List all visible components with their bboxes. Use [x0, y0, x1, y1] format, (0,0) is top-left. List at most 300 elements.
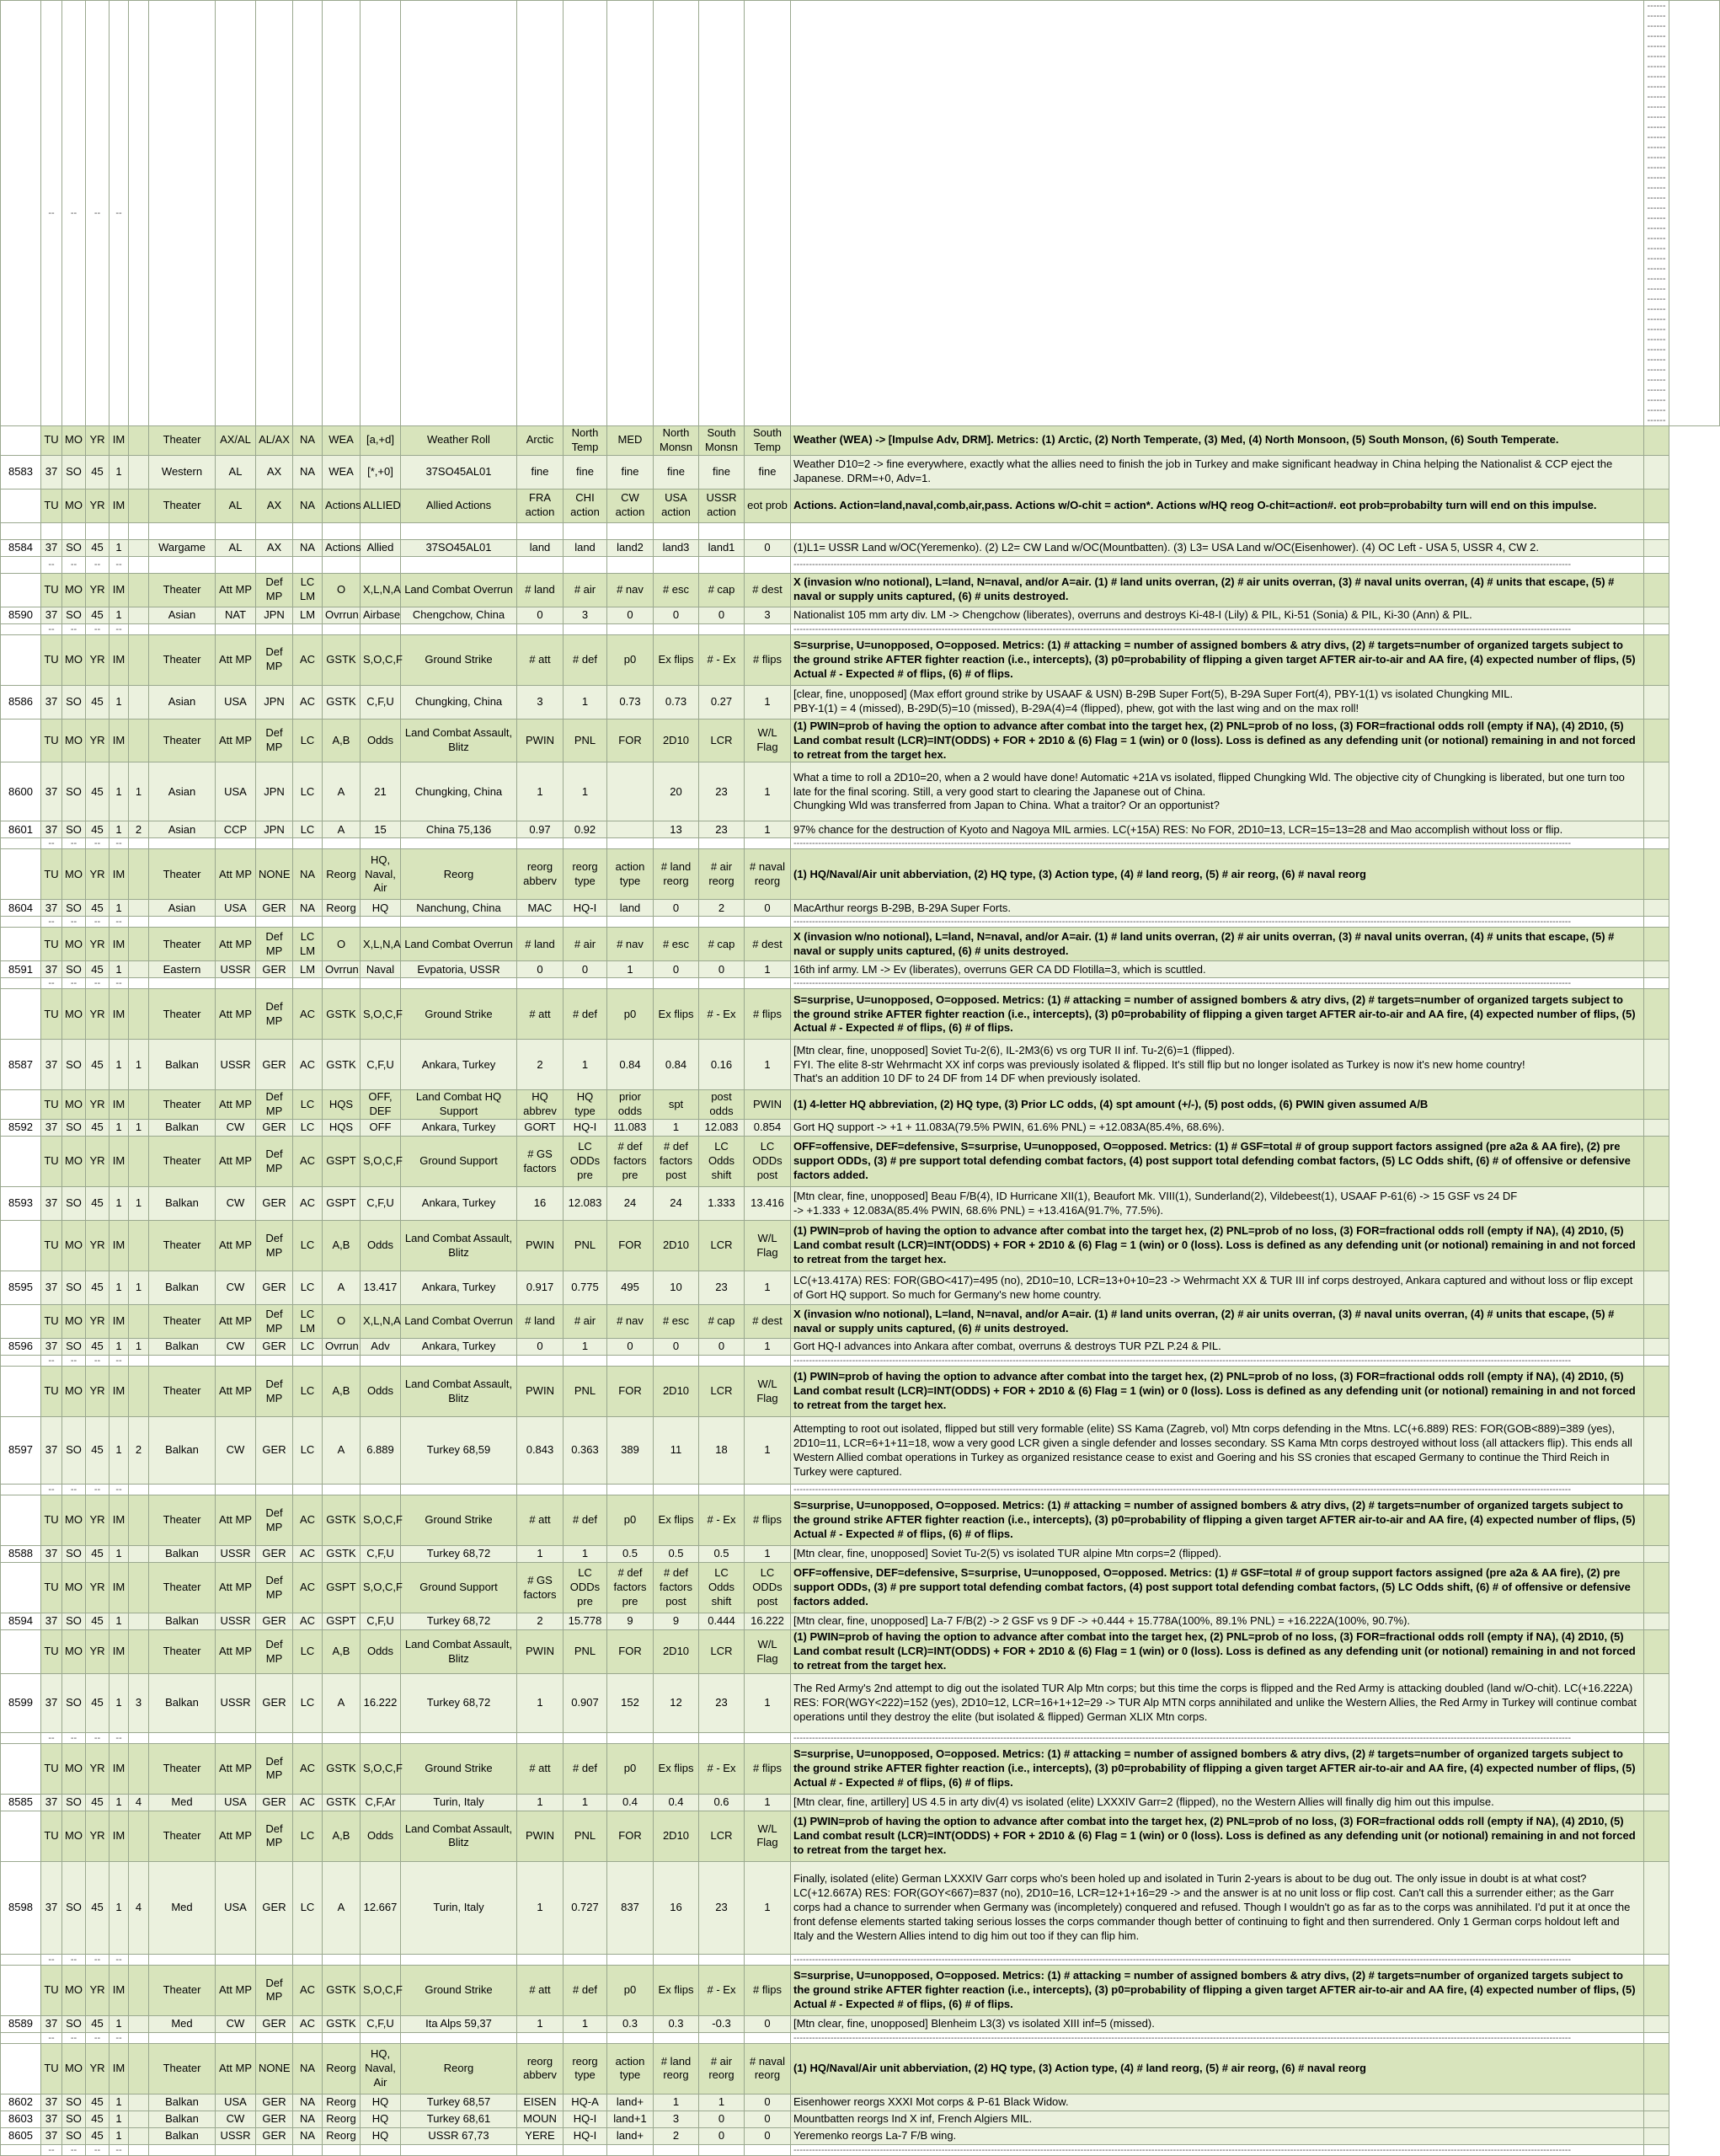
cell[interactable]: GSPT [323, 1187, 361, 1221]
cell[interactable]: 1 [129, 1040, 149, 1090]
cell[interactable]: Def MP [256, 1811, 293, 1861]
cell[interactable]: LC LM [293, 928, 323, 961]
cell[interactable]: Reorg [323, 849, 361, 900]
cell[interactable] [1, 556, 41, 573]
cell[interactable] [1644, 1090, 1669, 1120]
cell[interactable]: LC ODDs pre [564, 1563, 607, 1613]
cell[interactable]: Def MP [256, 1563, 293, 1613]
cell[interactable]: LM [293, 961, 323, 978]
cell[interactable] [129, 1954, 149, 1965]
cell[interactable]: MED [607, 426, 654, 456]
cell[interactable]: Land Combat Overrun [401, 1305, 517, 1339]
cell[interactable]: 0.775 [564, 1271, 607, 1305]
cell[interactable]: 45 [86, 1613, 110, 1630]
cell[interactable]: ------------------------------------------------------------------------------------------------------------------------------------------------------------------------------------------------------------------------------------------------------------ [791, 1356, 1644, 1367]
cell[interactable]: (1) PWIN=prob of having the option to advance after combat into the target hex, (2) PNL=prob of no loss, (3) FOR=fractional odds roll (empty if NA), (4) 2D10, (5) Land combat result (LCR)=INT(ODDS) + FOR + 2D10 & (6) Flag = 1 (win) or 0 (loss). Loss is defined as any defending unit (or notional) remaining in and not forced to retreat from the target hex. [791, 1367, 1644, 1417]
cell[interactable]: Ita Alps 59,37 [401, 2015, 517, 2032]
cell[interactable] [129, 917, 149, 928]
cell[interactable] [129, 1485, 149, 1495]
cell[interactable]: S,O,C,F [361, 1563, 401, 1613]
cell[interactable]: GER [256, 1546, 293, 1563]
cell[interactable] [564, 1954, 607, 1965]
cell[interactable] [129, 573, 149, 607]
cell[interactable]: 1 [745, 1673, 791, 1732]
cell[interactable] [216, 1485, 256, 1495]
cell[interactable]: GER [256, 2094, 293, 2111]
cell[interactable]: Theater [149, 1743, 216, 1794]
cell[interactable]: TU [41, 1965, 62, 2015]
cell[interactable]: 1 [110, 1613, 129, 1630]
cell[interactable]: MO [62, 1221, 86, 1271]
cell[interactable]: YERE [517, 2127, 564, 2144]
cell[interactable]: Theater [149, 1137, 216, 1187]
cell[interactable]: 0.727 [564, 1861, 607, 1954]
cell[interactable] [129, 522, 149, 539]
cell[interactable]: CW [216, 2111, 256, 2127]
cell[interactable]: 45 [86, 455, 110, 489]
cell[interactable]: 37 [41, 1861, 62, 1954]
cell[interactable]: # flips [745, 1965, 791, 2015]
cell[interactable]: (1) HQ/Naval/Air unit abberviation, (2) HQ type, (3) Action type, (4) # land reorg, (5) # air reorg, (6) # naval reorg [791, 849, 1644, 900]
cell[interactable]: 0 [699, 961, 745, 978]
cell[interactable]: GER [256, 1187, 293, 1221]
cell[interactable]: GSTK [323, 1965, 361, 2015]
cell[interactable] [129, 2127, 149, 2144]
cell[interactable]: 37 [41, 1613, 62, 1630]
cell[interactable]: # def [564, 989, 607, 1040]
cell[interactable]: SO [62, 762, 86, 821]
cell[interactable]: -- [62, 1356, 86, 1367]
cell[interactable] [293, 1485, 323, 1495]
cell[interactable]: CW [216, 2015, 256, 2032]
cell[interactable]: GER [256, 900, 293, 917]
cell[interactable]: LC [293, 1811, 323, 1861]
cell[interactable]: 16.222 [361, 1673, 401, 1732]
cell[interactable]: # dest [745, 1305, 791, 1339]
cell[interactable] [564, 978, 607, 989]
cell[interactable]: 0.92 [564, 821, 607, 838]
cell[interactable]: 1 [110, 961, 129, 978]
cell[interactable] [1, 1137, 41, 1187]
cell[interactable]: NA [293, 426, 323, 456]
cell[interactable] [607, 1485, 654, 1495]
cell[interactable]: 0 [745, 900, 791, 917]
cell[interactable]: # att [517, 1965, 564, 2015]
cell[interactable]: FRA action [517, 489, 564, 522]
cell[interactable]: 0 [607, 607, 654, 623]
cell[interactable]: 2D10 [654, 1367, 699, 1417]
cell[interactable] [256, 556, 293, 573]
cell[interactable] [129, 2043, 149, 2094]
cell[interactable] [1644, 556, 1669, 573]
cell[interactable]: PNL [564, 1630, 607, 1674]
cell[interactable]: 1 [110, 900, 129, 917]
cell[interactable]: 0 [654, 1339, 699, 1356]
cell[interactable]: Balkan [149, 2127, 216, 2144]
cell[interactable]: 12.667 [361, 1861, 401, 1954]
cell[interactable] [323, 522, 361, 539]
cell[interactable]: Asian [149, 821, 216, 838]
cell[interactable]: Balkan [149, 1339, 216, 1356]
cell[interactable]: Att MP [216, 719, 256, 762]
cell[interactable]: 37 [41, 1546, 62, 1563]
cell[interactable]: 1 [654, 2094, 699, 2111]
cell[interactable] [129, 1732, 149, 1743]
cell[interactable]: 1 [745, 762, 791, 821]
cell[interactable]: GER [256, 2127, 293, 2144]
cell[interactable]: MO [62, 1137, 86, 1187]
cell[interactable]: AC [293, 1495, 323, 1546]
cell[interactable] [1644, 1613, 1669, 1630]
cell[interactable]: 1 [745, 961, 791, 978]
cell[interactable] [216, 2144, 256, 2155]
cell[interactable] [293, 917, 323, 928]
cell[interactable] [129, 1563, 149, 1613]
cell[interactable]: SO [62, 1861, 86, 1954]
cell[interactable]: action type [607, 2043, 654, 2094]
cell[interactable] [361, 556, 401, 573]
cell[interactable]: 0.3 [654, 2015, 699, 2032]
cell[interactable] [564, 1356, 607, 1367]
cell[interactable] [564, 2144, 607, 2155]
cell[interactable]: 0 [654, 607, 699, 623]
cell[interactable]: GER [256, 1040, 293, 1090]
cell[interactable] [1644, 1120, 1669, 1137]
cell[interactable] [129, 928, 149, 961]
cell[interactable]: 0.73 [654, 685, 699, 719]
cell[interactable] [1644, 1040, 1669, 1090]
cell[interactable] [1644, 2043, 1669, 2094]
cell[interactable] [361, 1732, 401, 1743]
cell[interactable]: 8593 [1, 1187, 41, 1221]
cell[interactable] [1644, 2032, 1669, 2043]
cell[interactable]: -- [110, 1485, 129, 1495]
cell[interactable]: 37 [41, 900, 62, 917]
cell[interactable]: GSTK [323, 2015, 361, 2032]
cell[interactable] [699, 1356, 745, 1367]
cell[interactable] [699, 623, 745, 634]
cell[interactable]: Theater [149, 426, 216, 456]
cell[interactable]: 9 [654, 1613, 699, 1630]
cell[interactable]: 0 [745, 539, 791, 556]
cell[interactable]: A [323, 821, 361, 838]
cell[interactable]: LC ODDs post [745, 1137, 791, 1187]
cell[interactable] [1, 634, 41, 685]
cell[interactable]: action type [607, 849, 654, 900]
cell[interactable]: # naval reorg [745, 849, 791, 900]
cell[interactable] [1644, 1367, 1669, 1417]
cell[interactable]: 3 [654, 2111, 699, 2127]
cell[interactable]: Def MP [256, 989, 293, 1040]
cell[interactable]: 18 [699, 1417, 745, 1485]
cell[interactable]: 8601 [1, 821, 41, 838]
cell[interactable]: -- [62, 2032, 86, 2043]
cell[interactable]: PWIN [745, 1090, 791, 1120]
cell[interactable]: LCR [699, 1221, 745, 1271]
cell[interactable]: GORT [517, 1120, 564, 1137]
cell[interactable] [745, 2144, 791, 2155]
cell[interactable] [129, 2015, 149, 2032]
cell[interactable] [654, 2032, 699, 2043]
cell[interactable] [1, 719, 41, 762]
cell[interactable] [323, 1, 361, 426]
cell[interactable]: # def [564, 1965, 607, 2015]
cell[interactable]: Reorg [323, 2094, 361, 2111]
cell[interactable] [745, 623, 791, 634]
cell[interactable] [256, 2032, 293, 2043]
cell[interactable] [361, 917, 401, 928]
cell[interactable]: YR [86, 489, 110, 522]
cell[interactable]: Med [149, 2015, 216, 2032]
cell[interactable] [401, 1356, 517, 1367]
cell[interactable]: 1 [745, 685, 791, 719]
cell[interactable]: IM [110, 1495, 129, 1546]
cell[interactable]: # air reorg [699, 849, 745, 900]
cell[interactable]: MO [62, 1811, 86, 1861]
cell[interactable]: land [564, 539, 607, 556]
cell[interactable]: Nanchung, China [401, 900, 517, 917]
cell[interactable]: # - Ex [699, 1965, 745, 2015]
cell[interactable]: # nav [607, 1305, 654, 1339]
cell[interactable] [1644, 539, 1669, 556]
cell[interactable]: NA [293, 539, 323, 556]
cell[interactable]: 45 [86, 762, 110, 821]
cell[interactable] [129, 556, 149, 573]
cell[interactable]: IM [110, 489, 129, 522]
cell[interactable]: 8583 [1, 455, 41, 489]
cell[interactable]: GSTK [323, 634, 361, 685]
cell[interactable]: 1 [110, 1187, 129, 1221]
cell[interactable] [293, 522, 323, 539]
cell[interactable]: S=surprise, U=unopposed, O=opposed. Metrics: (1) # attacking = number of assigned bombers & atry divs, (2) # targets=number of organized targets subject to the ground strike AFTER fighter reaction (i.e., intercepts), (3) p0=probability of flipping a given target AFTER air-to-air and AA fire, (4) expected number of flips, (5) Actual # - Expected # of flips, (6) # of flips. [791, 634, 1644, 685]
cell[interactable]: # flips [745, 989, 791, 1040]
cell[interactable] [216, 556, 256, 573]
cell[interactable]: 1 [110, 455, 129, 489]
cell[interactable]: IM [110, 989, 129, 1040]
cell[interactable]: 0 [517, 607, 564, 623]
cell[interactable]: Asian [149, 607, 216, 623]
cell[interactable] [361, 978, 401, 989]
cell[interactable] [1644, 1673, 1669, 1732]
cell[interactable]: GSTK [323, 989, 361, 1040]
cell[interactable]: 0 [564, 961, 607, 978]
cell[interactable] [129, 489, 149, 522]
cell[interactable]: reorg type [564, 849, 607, 900]
cell[interactable]: Weather (WEA) -> [Impulse Adv, DRM]. Metrics: (1) Arctic, (2) North Temperate, (3) Med, (4) North Monsoon, (5) South Monson, (6) South Temperate. [791, 426, 1644, 456]
cell[interactable]: ------------------------------------------------------------------------------------------------------------------------------------------------------------------------------------------------------------------------------------------------------------ [791, 1485, 1644, 1495]
cell[interactable]: HQ [361, 900, 401, 917]
cell[interactable]: Balkan [149, 2111, 216, 2127]
cell[interactable]: PNL [564, 1221, 607, 1271]
cell[interactable]: Med [149, 1861, 216, 1954]
cell[interactable]: 37SO45AL01 [401, 539, 517, 556]
cell[interactable]: 45 [86, 1339, 110, 1356]
cell[interactable]: 37 [41, 455, 62, 489]
cell[interactable]: Balkan [149, 2094, 216, 2111]
cell[interactable] [323, 1732, 361, 1743]
cell[interactable]: USSR [216, 1040, 256, 1090]
cell[interactable]: JPN [256, 762, 293, 821]
cell[interactable]: TU [41, 849, 62, 900]
cell[interactable]: SO [62, 539, 86, 556]
cell[interactable]: 16.222 [745, 1613, 791, 1630]
cell[interactable]: LC LM [293, 573, 323, 607]
cell[interactable]: 8586 [1, 685, 41, 719]
cell[interactable]: p0 [607, 989, 654, 1040]
cell[interactable] [401, 556, 517, 573]
cell[interactable]: IM [110, 426, 129, 456]
cell[interactable]: GSTK [323, 1743, 361, 1794]
cell[interactable]: Land Combat HQ Support [401, 1090, 517, 1120]
cell[interactable]: USA [216, 762, 256, 821]
cell[interactable] [1, 1743, 41, 1794]
cell[interactable]: Ovrrun [323, 961, 361, 978]
cell[interactable]: 8598 [1, 1861, 41, 1954]
cell[interactable]: 8589 [1, 2015, 41, 2032]
cell[interactable]: Ankara, Turkey [401, 1120, 517, 1137]
cell[interactable]: A [323, 1673, 361, 1732]
cell[interactable]: 0 [654, 900, 699, 917]
cell[interactable]: Ground Strike [401, 1965, 517, 2015]
cell[interactable]: JPN [256, 685, 293, 719]
cell[interactable]: # - Ex [699, 989, 745, 1040]
cell[interactable]: GER [256, 2015, 293, 2032]
cell[interactable] [129, 1613, 149, 1630]
cell[interactable] [149, 522, 216, 539]
cell[interactable]: 1 [110, 1794, 129, 1811]
cell[interactable]: 1 [110, 1417, 129, 1485]
cell[interactable]: YR [86, 426, 110, 456]
cell[interactable]: 2D10 [654, 719, 699, 762]
cell[interactable]: 1 [110, 2127, 129, 2144]
cell[interactable]: Att MP [216, 849, 256, 900]
cell[interactable]: Ovrrun [323, 607, 361, 623]
cell[interactable]: # def factors post [654, 1137, 699, 1187]
cell[interactable]: A,B [323, 1367, 361, 1417]
cell[interactable]: C,F,U [361, 1613, 401, 1630]
cell[interactable] [517, 917, 564, 928]
cell[interactable]: -- [62, 1485, 86, 1495]
cell[interactable]: IM [110, 1221, 129, 1271]
cell[interactable]: Att MP [216, 928, 256, 961]
cell[interactable]: GER [256, 1613, 293, 1630]
cell[interactable]: -- [41, 623, 62, 634]
cell[interactable]: 495 [607, 1271, 654, 1305]
cell[interactable]: S,O,C,F [361, 989, 401, 1040]
cell[interactable]: Theater [149, 1305, 216, 1339]
cell[interactable]: # flips [745, 1495, 791, 1546]
cell[interactable] [1644, 719, 1669, 762]
cell[interactable]: land1 [699, 539, 745, 556]
cell[interactable] [129, 1367, 149, 1417]
cell[interactable] [129, 1, 149, 426]
cell[interactable] [129, 539, 149, 556]
cell[interactable]: 23 [699, 1271, 745, 1305]
cell[interactable]: 1 [517, 1861, 564, 1954]
cell[interactable]: IM [110, 849, 129, 900]
cell[interactable]: A,B [323, 719, 361, 762]
cell[interactable] [1644, 978, 1669, 989]
cell[interactable] [1669, 1, 1720, 426]
cell[interactable] [1, 1495, 41, 1546]
cell[interactable]: p0 [607, 1495, 654, 1546]
cell[interactable]: 12 [654, 1673, 699, 1732]
cell[interactable] [216, 1, 256, 426]
cell[interactable]: LC [293, 719, 323, 762]
cell[interactable]: # def factors pre [607, 1563, 654, 1613]
cell[interactable]: Yeremenko reorgs La-7 F/B wing. [791, 2127, 1644, 2144]
cell[interactable]: -- [86, 1732, 110, 1743]
cell[interactable]: 45 [86, 1271, 110, 1305]
cell[interactable] [1, 1305, 41, 1339]
cell[interactable] [1644, 961, 1669, 978]
cell[interactable] [149, 917, 216, 928]
cell[interactable]: 8605 [1, 2127, 41, 2144]
cell[interactable]: -- [110, 1732, 129, 1743]
cell[interactable] [607, 917, 654, 928]
cell[interactable]: 1 [110, 762, 129, 821]
cell[interactable]: ------------------------------------------------------------------------------------------------------------------------------------------------------------------------------------------------------------------------------------------------------------ [791, 623, 1644, 634]
cell[interactable]: MO [62, 849, 86, 900]
cell[interactable]: AX/AL [216, 426, 256, 456]
cell[interactable]: post odds [699, 1090, 745, 1120]
cell[interactable]: 37SO45AL01 [401, 455, 517, 489]
cell[interactable] [129, 1137, 149, 1187]
cell[interactable]: eot prob [745, 489, 791, 522]
cell[interactable]: fine [654, 455, 699, 489]
cell[interactable]: Airbase [361, 607, 401, 623]
cell[interactable]: 13.416 [745, 1187, 791, 1221]
cell[interactable]: AL [216, 489, 256, 522]
cell[interactable]: Theater [149, 2043, 216, 2094]
cell[interactable] [323, 2032, 361, 2043]
cell[interactable]: GER [256, 1861, 293, 1954]
cell[interactable]: # nav [607, 928, 654, 961]
cell[interactable]: 37 [41, 2127, 62, 2144]
cell[interactable]: p0 [607, 634, 654, 685]
cell[interactable]: IM [110, 1630, 129, 1674]
cell[interactable]: 13 [654, 821, 699, 838]
cell[interactable]: NA [293, 849, 323, 900]
cell[interactable]: MO [62, 1305, 86, 1339]
cell[interactable]: 1 [129, 1271, 149, 1305]
cell[interactable]: 16 [654, 1861, 699, 1954]
cell[interactable]: SO [62, 685, 86, 719]
cell[interactable]: GSPT [323, 1563, 361, 1613]
cell[interactable]: A [323, 1861, 361, 1954]
cell[interactable]: TU [41, 2043, 62, 2094]
cell[interactable] [1644, 1495, 1669, 1546]
cell[interactable]: -- [41, 917, 62, 928]
cell[interactable]: X (invasion w/no notional), L=land, N=naval, and/or A=air. (1) # land units overran, (2) # air units overran, (3) # naval units overran, (4) # units that escape, (5) # naval or supply units captured, (6) # units destroyed. [791, 1305, 1644, 1339]
cell[interactable] [293, 2144, 323, 2155]
cell[interactable] [699, 917, 745, 928]
cell[interactable]: 45 [86, 1861, 110, 1954]
cell[interactable] [654, 838, 699, 849]
cell[interactable]: TU [41, 1090, 62, 1120]
cell[interactable]: -- [86, 1, 110, 426]
cell[interactable]: Turkey 68,72 [401, 1673, 517, 1732]
cell[interactable]: MOUN [517, 2111, 564, 2127]
cell[interactable]: MO [62, 489, 86, 522]
cell[interactable]: 37 [41, 1794, 62, 1811]
cell[interactable]: 0.6 [699, 1794, 745, 1811]
cell[interactable]: [*,+0] [361, 455, 401, 489]
cell[interactable]: [Mtn clear, fine, unopposed] Blenheim L3(3) vs isolated XIII inf=5 (missed). [791, 2015, 1644, 2032]
cell[interactable] [129, 978, 149, 989]
cell[interactable]: 1 [129, 762, 149, 821]
cell[interactable]: p0 [607, 1965, 654, 2015]
